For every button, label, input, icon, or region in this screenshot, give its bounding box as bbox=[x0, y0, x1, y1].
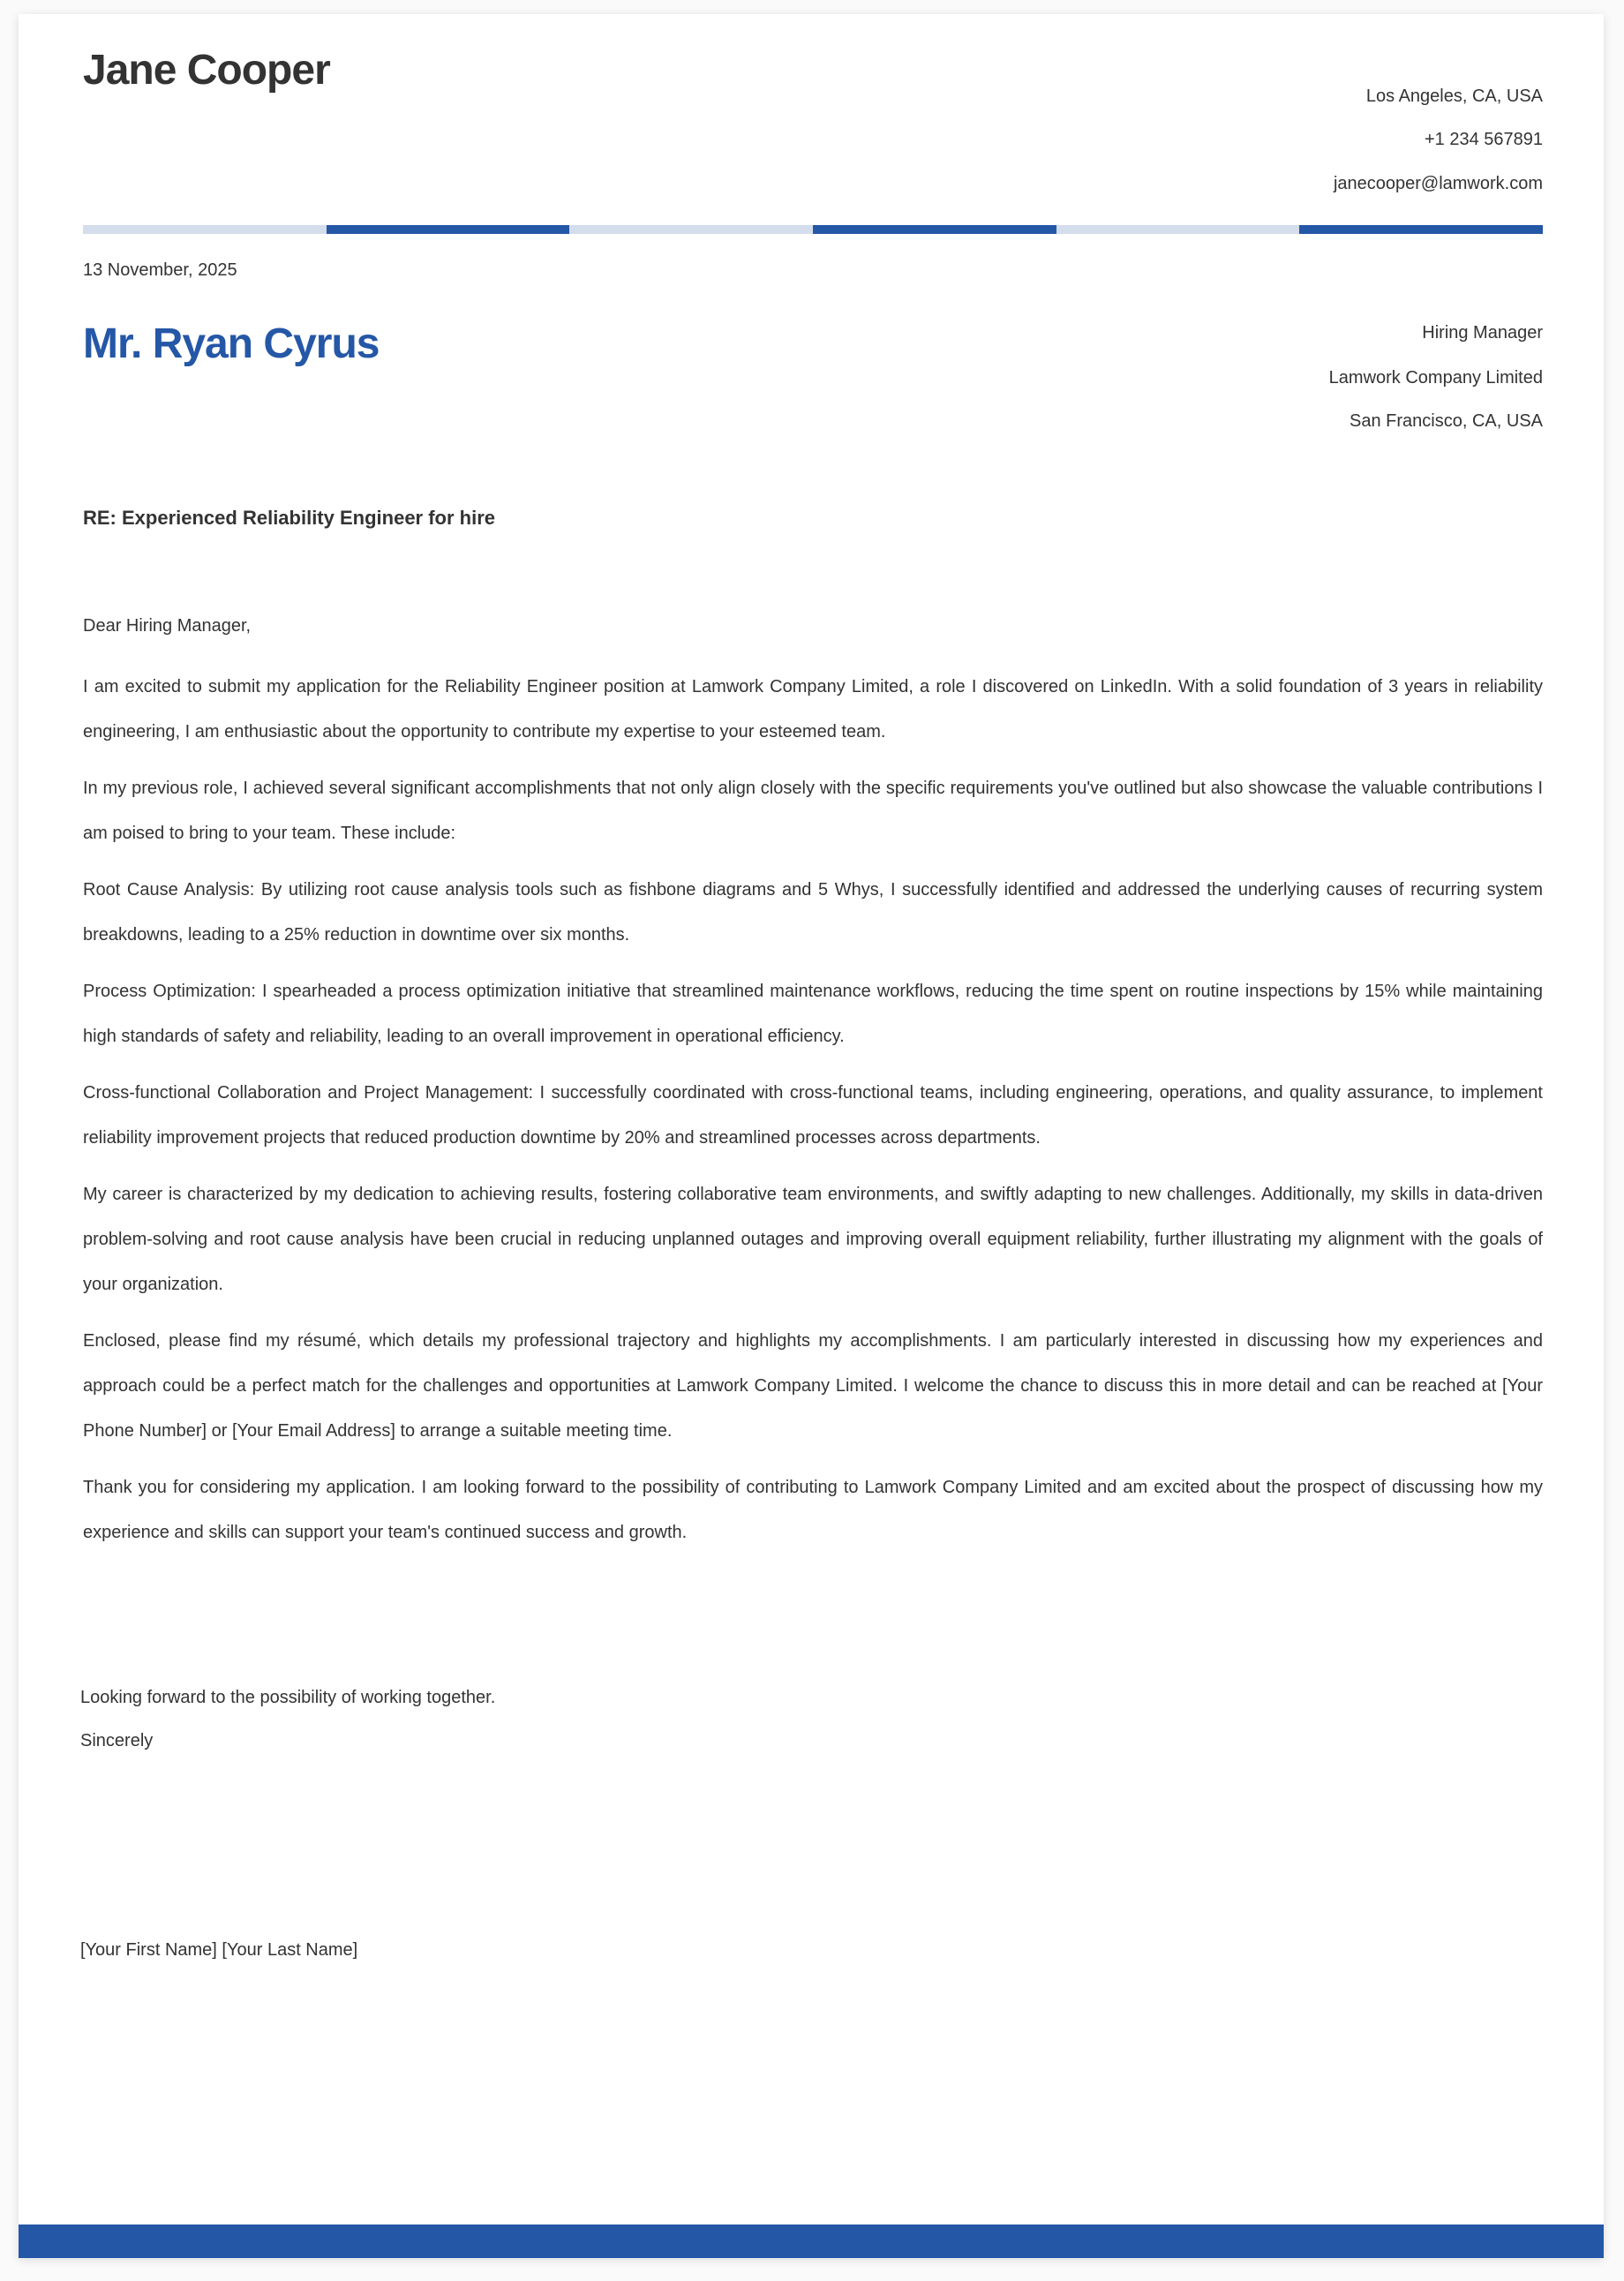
stripe-dark bbox=[1299, 225, 1543, 234]
cover-letter-page bbox=[19, 14, 1604, 2258]
stripe-light bbox=[1056, 225, 1300, 234]
paragraph: My career is characterized by my dedication to achieving results, fostering collaborative team environments, and swiftly adapting to new challenges. Additionally, my skills in data-driven problem-solving and root cause analysis have been crucial in reducing unplanned outages and improving overall equipment reliability, further illustrating my alignment with the goals of your organization. bbox=[83, 1185, 1543, 1294]
sender-name: Jane Cooper bbox=[83, 47, 330, 94]
signoff: Sincerely bbox=[80, 1731, 154, 1750]
paragraph: Root Cause Analysis: By utilizing root cause analysis tools such as fishbone diagrams and 5 Whys, I successfully identified and addressed the underlying causes of recurring system breakdowns, leading to a 25% reduction in downtime over six months. bbox=[83, 880, 1543, 945]
footer-bar bbox=[19, 2225, 1604, 2258]
recipient-name: Mr. Ryan Cyrus bbox=[83, 320, 380, 367]
paragraph: I am excited to submit my application for the Reliability Engineer position at Lamwork Company Limited, a role I discovered on LinkedIn. With a solid foundation of 3 years in reliability engineering, I am enthusiastic about the opportunity to contribute my expertise to your esteemed team. bbox=[83, 677, 1543, 742]
sender-location: Los Angeles, CA, USA bbox=[1365, 87, 1543, 106]
closing-line: Looking forward to the possibility of working together. bbox=[80, 1688, 496, 1707]
stripe-dark bbox=[813, 225, 1056, 234]
recipient-location: San Francisco, CA, USA bbox=[1350, 411, 1543, 431]
stripe-light bbox=[569, 225, 813, 234]
subject-line: RE: Experienced Reliability Engineer for hire bbox=[83, 507, 496, 529]
signature-name: [Your First Name] [Your Last Name] bbox=[80, 1940, 358, 1960]
paragraph: In my previous role, I achieved several significant accomplishments that not only align closely with the specific requirements you've outlined but also showcase the valuable contributions I am poised to bring to your team. These include: bbox=[83, 779, 1543, 843]
paragraph: Cross-functional Collaboration and Project Management: I successfully coordinated with cross-functional teams, including engineering, operations, and quality assurance, to implement reliability improvement projects that reduced production downtime by 20% and streamlined processes across departments. bbox=[83, 1083, 1543, 1148]
letter-body bbox=[83, 604, 1543, 1567]
sender-email: janecooper@lamwork.com bbox=[1333, 174, 1543, 193]
closing bbox=[80, 1676, 495, 1763]
recipient-title: Hiring Manager bbox=[1422, 323, 1543, 343]
paragraph: Thank you for considering my application. I am looking forward to the possibility of contributing to Lamwork Company Limited and am excited about the prospect of discussing how my experience and skills can support your team's continued success and growth. bbox=[83, 1478, 1543, 1542]
recipient-company: Lamwork Company Limited bbox=[1328, 368, 1543, 388]
stripe-light bbox=[83, 225, 327, 234]
letter-date: 13 November, 2025 bbox=[83, 260, 237, 280]
paragraph: Enclosed, please find my résumé, which details my professional trajectory and highlights my accomplishments. I am particularly interested in discussing how my experiences and approach could be a perfect match for the challenges and opportunities at Lamwork Company Limited. I welcome the chance to discuss this in more detail and can be reached at [Your Phone Number] or [Your Email Address] to arrange a suitable meeting time. bbox=[83, 1331, 1543, 1441]
stripe-dark bbox=[327, 225, 570, 234]
paragraph: Process Optimization: I spearheaded a process optimization initiative that streamlined maintenance workflows, reducing the time spent on routine inspections by 15% while maintaining high standards of safety and reliability, leading to an overall improvement in operational efficiency. bbox=[83, 982, 1543, 1046]
divider-stripes bbox=[83, 225, 1543, 234]
salutation: Dear Hiring Manager, bbox=[83, 616, 252, 636]
sender-phone: +1 234 567891 bbox=[1424, 130, 1543, 149]
